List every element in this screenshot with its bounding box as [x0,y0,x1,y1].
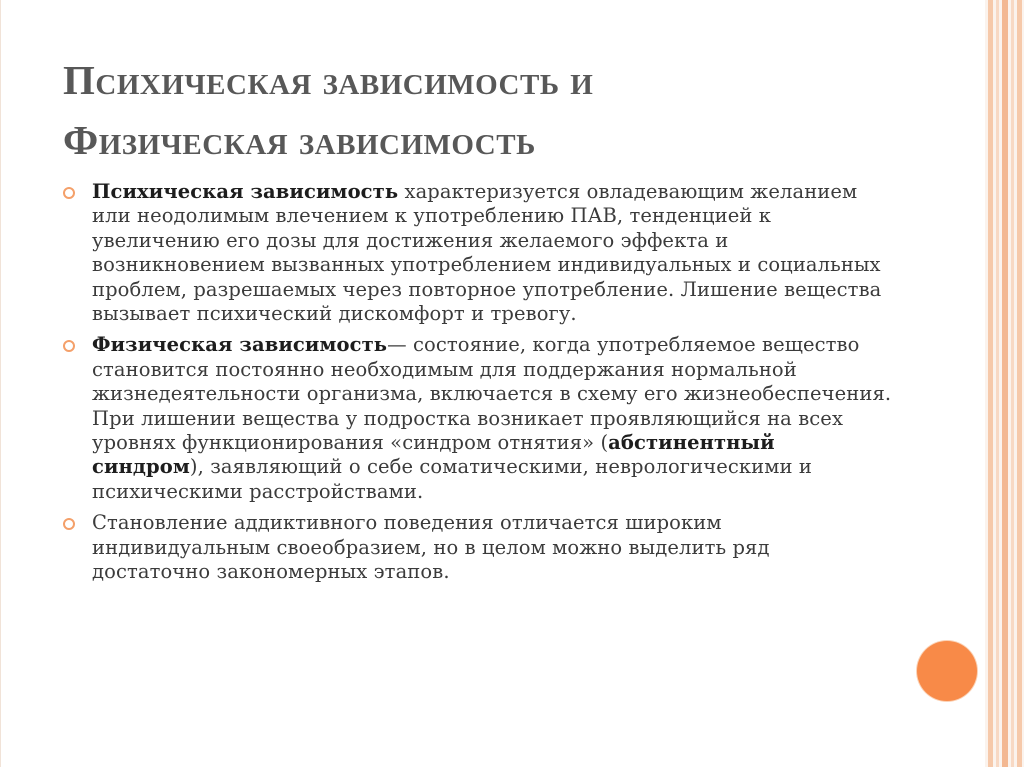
bullet-text [92,511,893,584]
ring-bullet-icon [63,340,75,352]
orange-circle-icon [917,641,977,701]
bullet-emphasis: Психическая зависимость [92,180,399,203]
bullet-emphasis: Физическая зависимость [92,333,388,357]
stripe [1017,0,1022,767]
bullet-list [63,180,893,592]
decorative-stripes [985,0,1024,767]
bullet-item [63,180,893,326]
bullet-text-run: характеризуется овладевающим желанием или неодолимым влечением к употреблению ПАВ, тенденцией к увеличению его дозы для достижения желаемого эффекта и возникновением вызванных употреблением индивидуальных и социальных проблем, разрешаемых через повторное употребление. Лишение вещества вызывает психический дискомфорт и тревогу. [92,180,882,326]
title-line-2: Физическая зависимость [63,117,536,163]
bullet-item [63,511,893,584]
bullet-text [92,333,893,504]
bullet-item [63,333,893,504]
stripe [988,0,993,767]
ring-bullet-icon [63,518,75,530]
ring-bullet-icon [63,187,75,199]
bullet-text [92,180,893,326]
bullet-emphasis: абстинентный синдром [92,431,775,479]
slide-title [63,50,943,170]
stripe [1002,0,1008,767]
stripe [1011,0,1014,767]
bullet-text-run: Становление аддиктивного поведения отличается широким индивидуальным своеобразием, но в целом можно выделить ряд достаточно закономерных этапов. [92,511,770,584]
bullet-text-run: ), заявляющий о себе соматическими, неврологическими и психическими расстройствами. [92,455,813,503]
stripe [996,0,999,767]
bullet-text-run: — состояние, когда употребляемое вещество становится постоянно необходимым для поддержания нормальной жизнедеятельности организма, включается в схему его жизнеобеспечения. При лишении вещества у подростка возникает проявляющийся на всех уровнях функционирования «синдром отнятия» ( [92,333,892,455]
title-line-1: Психическая зависимость и [63,57,594,103]
